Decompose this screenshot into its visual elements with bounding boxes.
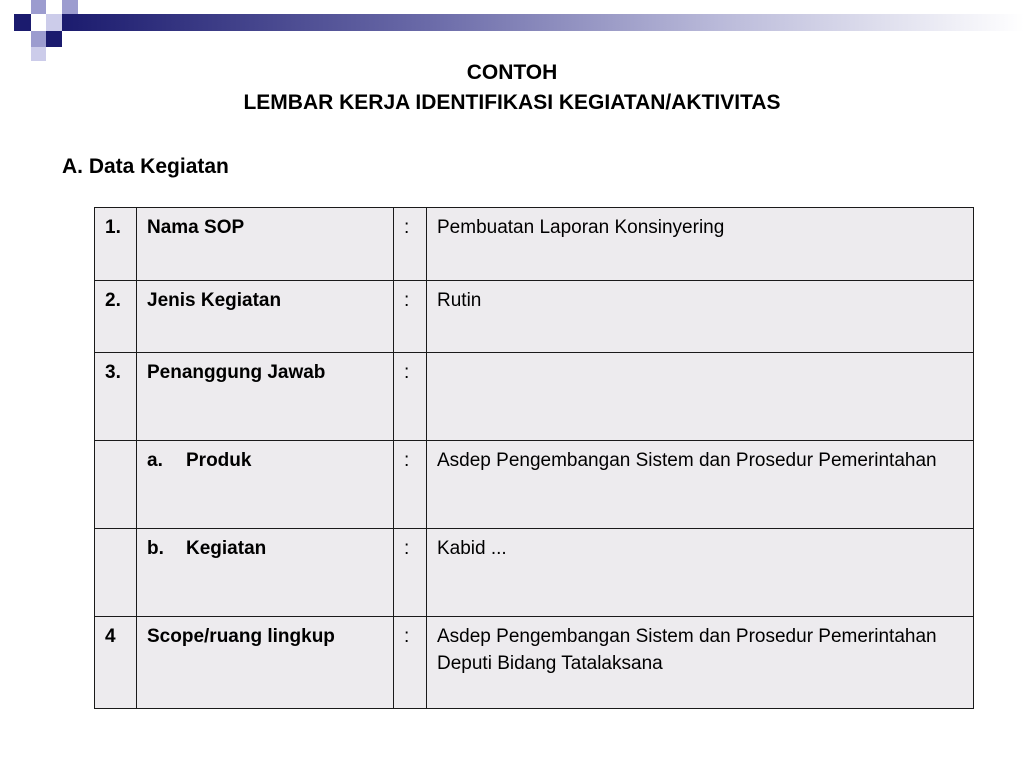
row-value: Asdep Pengembangan Sistem dan Prosedur Pemerintahan Deputi Bidang Tatalaksana [427,617,974,709]
table-row [95,208,974,281]
row-value: Asdep Pengembangan Sistem dan Prosedur Pemerintahan [427,441,974,529]
corner-square-pale-2 [31,47,46,61]
row-value: Kabid ... [427,529,974,617]
table-row [95,353,974,441]
table-row [95,281,974,353]
table-row [95,441,974,529]
row-number [95,529,137,617]
row-value: Pembuatan Laporan Konsinyering [427,208,974,281]
table-row [95,617,974,709]
row-number: 2. [95,281,137,353]
sub-item-letter: b. [147,538,164,559]
corner-square-lavender-1 [31,0,46,14]
corner-square-lavender-2 [31,31,46,47]
sub-item-label: Produk [186,450,252,471]
row-separator: : [394,441,427,529]
row-value [427,353,974,441]
sub-item-label: Kegiatan [186,538,267,559]
title-line-1: CONTOH [466,61,558,84]
row-value: Rutin [427,281,974,353]
sub-item-letter: a. [147,450,163,471]
row-number: 4 [95,617,137,709]
row-label: Nama SOP [137,208,394,281]
row-label: Penanggung Jawab [137,353,394,441]
row-label: Jenis Kegiatan [137,281,394,353]
title-line-2: LEMBAR KERJA IDENTIFIKASI KEGIATAN/AKTIVITAS [243,91,781,114]
header-gradient-bar [62,14,1024,31]
row-separator: : [394,529,427,617]
row-separator: : [394,208,427,281]
row-number: 1. [95,208,137,281]
corner-square-navy-1 [14,14,31,31]
data-kegiatan-table [94,207,974,709]
corner-square-pale-1 [46,14,62,31]
row-separator: : [394,353,427,441]
row-number [95,441,137,529]
row-label [137,441,394,529]
row-label: Scope/ruang lingkup [137,617,394,709]
row-label [137,529,394,617]
row-separator: : [394,617,427,709]
corner-square-navy-2 [46,31,62,47]
table-row [95,529,974,617]
row-separator: : [394,281,427,353]
section-heading: A. Data Kegiatan [62,155,229,178]
corner-square-lavender-3 [62,0,78,14]
row-number: 3. [95,353,137,441]
